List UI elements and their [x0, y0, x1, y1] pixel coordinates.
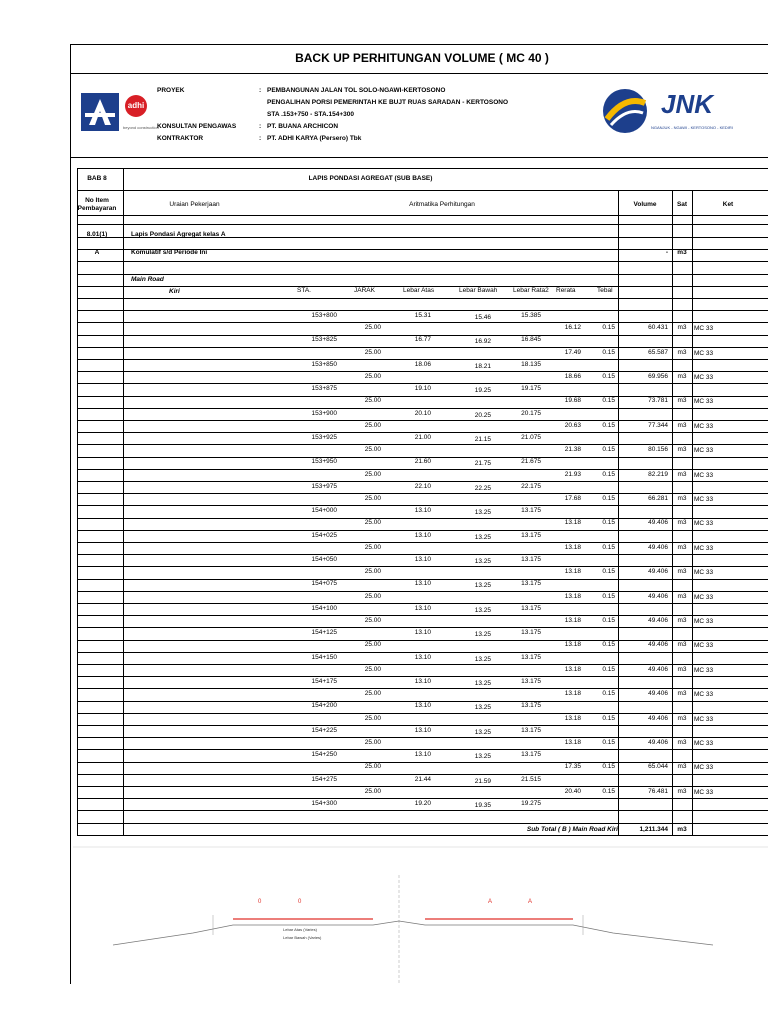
station-value: 154+250 [311, 751, 337, 759]
item-desc: Lapis Pondasi Agregat kelas A [131, 231, 226, 238]
table-rule [77, 298, 768, 299]
rerata-value: 19.68 [564, 397, 581, 405]
tebal-value: 0.15 [602, 617, 615, 624]
lebar-bawah-value: 21.75 [474, 460, 491, 468]
table-rule [77, 168, 78, 835]
ket-value: MC 33 [694, 593, 714, 601]
ket-value: MC 33 [694, 398, 714, 406]
station-value: 154+225 [311, 726, 337, 734]
lebar-bawah-label: Lebar Bawah (Varies) [283, 935, 322, 940]
item-no: 8.01(1) [86, 231, 108, 238]
cross-section-drawing [73, 845, 768, 985]
lebar-bawah-value: 21.59 [474, 777, 491, 785]
colon: : [259, 135, 262, 142]
tebal-value: 0.15 [602, 641, 615, 649]
table-rule [123, 168, 124, 835]
volume-value: 49.406 [648, 543, 668, 551]
lebar-atas-value: 15.31 [414, 312, 431, 319]
rerata-value: 13.18 [564, 714, 581, 722]
lebar-bawah-value: 13.25 [474, 606, 491, 614]
svg-text:0: 0 [298, 899, 302, 905]
volume-value: 49.406 [648, 739, 668, 746]
lebar-rata-value: 19.275 [521, 800, 541, 807]
tebal-value: 0.15 [602, 446, 615, 454]
a-sat: m3 [677, 249, 687, 256]
volume-value: 49.406 [648, 519, 668, 527]
rerata-value: 18.66 [564, 373, 581, 380]
tebal-value: 0.15 [602, 495, 615, 502]
col-ket: Ket [722, 201, 734, 208]
svg-text:A: A [488, 899, 493, 905]
lebar-atas-value: 13.10 [414, 604, 431, 612]
a-volume: - [665, 249, 668, 256]
lebar-rata-value: 22.175 [521, 482, 541, 490]
adhi-tagline: beyond construction [123, 125, 159, 130]
lebar-bawah-value: 13.25 [474, 704, 491, 712]
sat-value: m3 [677, 592, 687, 600]
kontraktor-label: KONTRAKTOR [157, 135, 204, 142]
col-no-item: No Item Pembayaran [77, 197, 117, 212]
sat-value: m3 [677, 470, 687, 478]
volume-value: 76.481 [648, 787, 668, 795]
station-value: 154+050 [311, 556, 337, 563]
ket-value: MC 33 [694, 715, 714, 723]
rerata-value: 21.93 [564, 470, 581, 478]
station-value: 153+825 [311, 336, 337, 344]
jarak-value: 25.00 [364, 787, 381, 795]
sat-value: m3 [677, 568, 687, 576]
col-aritmatika: Aritmatika Perhitungan [409, 201, 475, 208]
tebal-value: 0.15 [602, 739, 615, 746]
station-value: 154+200 [311, 702, 337, 710]
sat-value: m3 [677, 617, 687, 624]
lebar-rata-value: 13.175 [521, 629, 541, 637]
calc-subheader: STA. [297, 287, 311, 294]
station-value: 154+100 [311, 604, 337, 612]
rerata-value: 17.35 [564, 763, 581, 771]
lebar-rata-value: 13.175 [521, 507, 541, 515]
lebar-atas-value: 21.60 [414, 458, 431, 466]
lebar-bawah-value: 18.21 [474, 362, 491, 370]
col-volume: Volume [633, 201, 657, 208]
tebal-value: 0.15 [602, 592, 615, 600]
kiri-label: Kiri [169, 288, 180, 295]
lebar-atas-value: 19.20 [414, 800, 431, 807]
rerata-value: 21.38 [564, 446, 581, 454]
tebal-value: 0.15 [602, 763, 615, 771]
station-value: 153+900 [311, 409, 337, 417]
tebal-value: 0.15 [602, 787, 615, 795]
lebar-bawah-value: 13.25 [474, 728, 491, 736]
ket-value: MC 33 [694, 496, 714, 503]
a-no: A [94, 249, 100, 256]
svg-text:A: A [528, 899, 533, 905]
station-value: 153+950 [311, 458, 337, 466]
volume-value: 49.406 [648, 592, 668, 600]
jarak-value: 25.00 [364, 665, 381, 673]
lebar-bawah-value: 15.46 [474, 314, 491, 321]
volume-value: 69.956 [648, 373, 668, 380]
lebar-bawah-value: 13.25 [474, 509, 491, 517]
lebar-rata-value: 13.175 [521, 531, 541, 539]
tebal-value: 0.15 [602, 543, 615, 551]
ket-value: MC 33 [694, 788, 714, 796]
col-uraian: Uraian Pekerjaan [169, 201, 220, 208]
ket-value: MC 33 [694, 422, 714, 430]
sat-value: m3 [677, 641, 687, 649]
jarak-value: 25.00 [364, 690, 381, 698]
ket-value: MC 33 [694, 569, 714, 577]
lebar-rata-value: 13.175 [521, 702, 541, 710]
rerata-value: 20.63 [564, 421, 581, 429]
calc-subheader: JARAK [354, 287, 375, 294]
volume-value: 49.406 [648, 690, 668, 698]
lebar-rata-value: 16.845 [521, 336, 541, 344]
proyek-line-2: PENGALIHAN PORSI PEMERINTAH KE BUJT RUAS SARADAN - KERTOSONO [267, 99, 508, 106]
table-rule [77, 215, 768, 216]
sat-value: m3 [677, 787, 687, 795]
lebar-rata-value: 13.175 [521, 678, 541, 685]
sat-value: m3 [677, 714, 687, 722]
station-value: 154+000 [311, 507, 337, 515]
volume-value: 49.406 [648, 641, 668, 649]
ket-value: MC 33 [694, 544, 714, 552]
lebar-atas-value: 13.10 [414, 653, 431, 661]
lebar-bawah-value: 13.25 [474, 533, 491, 541]
svg-text:0: 0 [258, 899, 262, 905]
tebal-value: 0.15 [602, 348, 615, 356]
sat-value: m3 [677, 665, 687, 673]
volume-value: 49.406 [648, 568, 668, 576]
station-value: 153+800 [311, 312, 337, 319]
lebar-rata-value: 19.175 [521, 385, 541, 393]
main-road-label: Main Road [131, 276, 164, 283]
sat-value: m3 [677, 543, 687, 551]
proyek-label: PROYEK [157, 87, 185, 94]
calc-subheader: Rerata [556, 287, 576, 294]
sat-value: m3 [677, 397, 687, 405]
calc-subheader: Lebar Atas [403, 287, 435, 294]
rerata-value: 17.68 [564, 495, 581, 502]
bab-label: BAB 8 [87, 175, 107, 182]
lebar-atas-value: 20.10 [414, 409, 431, 417]
volume-value: 80.156 [648, 446, 668, 454]
sat-value: m3 [677, 690, 687, 698]
sat-value: m3 [677, 763, 687, 771]
table-rule [77, 224, 768, 225]
bab-title: LAPIS PONDASI AGREGAT (SUB BASE) [308, 175, 433, 182]
lebar-rata-value: 21.075 [521, 434, 541, 441]
station-value: 153+925 [311, 434, 337, 441]
rerata-value: 20.40 [564, 787, 581, 795]
jarak-value: 25.00 [364, 617, 381, 624]
table-rule [77, 261, 768, 262]
ket-value: MC 33 [694, 374, 714, 381]
lebar-rata-value: 13.175 [521, 726, 541, 734]
jarak-value: 25.00 [364, 519, 381, 527]
ket-value: MC 33 [694, 691, 714, 699]
subtotal-label: Sub Total ( B ) Main Road Kiri [526, 826, 618, 833]
tebal-value: 0.15 [602, 324, 615, 332]
lebar-rata-value: 13.175 [521, 604, 541, 612]
table-rule [77, 835, 768, 836]
backup-sheet [70, 44, 768, 984]
station-value: 153+875 [311, 385, 337, 393]
lebar-atas-value: 13.10 [414, 556, 431, 563]
lebar-rata-value: 13.175 [521, 751, 541, 759]
ket-value: MC 33 [694, 618, 714, 625]
jarak-value: 25.00 [364, 446, 381, 454]
tebal-value: 0.15 [602, 397, 615, 405]
lebar-atas-value: 21.44 [414, 775, 431, 783]
station-value: 153+975 [311, 482, 337, 490]
rerata-value: 17.49 [564, 348, 581, 356]
lebar-bawah-value: 13.25 [474, 680, 491, 687]
rerata-value: 13.18 [564, 665, 581, 673]
tebal-value: 0.15 [602, 519, 615, 527]
adhi-logo: adhi [125, 95, 147, 117]
jnk-logo-text: JNK [661, 89, 714, 119]
station-value: 154+025 [311, 531, 337, 539]
konsultan-label: KONSULTAN PENGAWAS [157, 123, 237, 130]
jarak-value: 25.00 [364, 714, 381, 722]
volume-value: 82.219 [648, 470, 668, 478]
lebar-atas-value: 19.10 [414, 385, 431, 393]
colon: : [259, 87, 262, 94]
ket-value: MC 33 [694, 471, 714, 479]
rerata-value: 13.18 [564, 617, 581, 624]
table-rule [77, 274, 768, 275]
proyek-line-1: PEMBANGUNAN JALAN TOL SOLO-NGAWI-KERTOSONO [267, 87, 446, 94]
a-desc: Komulatif s/d Periode Ini [131, 249, 208, 256]
jarak-value: 25.00 [364, 421, 381, 429]
station-value: 154+075 [311, 580, 337, 588]
jarak-value: 25.00 [364, 324, 381, 332]
tebal-value: 0.15 [602, 714, 615, 722]
rerata-value: 13.18 [564, 543, 581, 551]
lebar-atas-value: 13.10 [414, 751, 431, 759]
station-value: 154+175 [311, 678, 337, 685]
station-value: 154+275 [311, 775, 337, 783]
ket-value: MC 33 [694, 740, 714, 747]
konsultan-value: PT. BUANA ARCHICON [267, 123, 339, 130]
volume-value: 66.281 [648, 495, 668, 502]
table-rule [692, 190, 693, 835]
jarak-value: 25.00 [364, 397, 381, 405]
lebar-atas-value: 13.10 [414, 580, 431, 588]
lebar-atas-value: 13.10 [414, 531, 431, 539]
rerata-value: 16.12 [564, 324, 581, 332]
lebar-atas-value: 13.10 [414, 507, 431, 515]
lebar-atas-value: 18.06 [414, 360, 431, 368]
lebar-rata-value: 15.385 [521, 312, 541, 319]
ket-value: MC 33 [694, 349, 714, 357]
sat-value: m3 [677, 421, 687, 429]
lebar-bawah-value: 13.25 [474, 558, 491, 565]
sat-value: m3 [677, 373, 687, 380]
jarak-value: 25.00 [364, 543, 381, 551]
jarak-value: 25.00 [364, 495, 381, 502]
jarak-value: 25.00 [364, 470, 381, 478]
lebar-atas-value: 21.00 [414, 434, 431, 441]
ket-value: MC 33 [694, 325, 714, 333]
station-value: 154+125 [311, 629, 337, 637]
calc-subheader: Lebar Rata2 [513, 287, 549, 294]
rerata-value: 13.18 [564, 739, 581, 746]
proyek-line-3: STA .153+750 - STA.154+300 [267, 111, 354, 118]
lebar-bawah-value: 13.25 [474, 582, 491, 590]
table-rule [77, 823, 768, 824]
calc-subheader: Lebar Bawah [459, 287, 498, 294]
volume-value: 73.781 [648, 397, 668, 405]
lebar-atas-value: 13.10 [414, 678, 431, 685]
lebar-atas-value: 22.10 [414, 482, 431, 490]
sat-value: m3 [677, 519, 687, 527]
jarak-value: 25.00 [364, 348, 381, 356]
tebal-value: 0.15 [602, 470, 615, 478]
ket-value: MC 33 [694, 520, 714, 528]
lebar-rata-value: 20.175 [521, 409, 541, 417]
ket-value: MC 33 [694, 764, 714, 772]
sat-value: m3 [677, 446, 687, 454]
station-value: 154+300 [311, 800, 337, 807]
tebal-value: 0.15 [602, 373, 615, 380]
jarak-value: 25.00 [364, 739, 381, 746]
lebar-bawah-value: 21.15 [474, 436, 491, 443]
rerata-value: 13.18 [564, 690, 581, 698]
table-rule [77, 190, 768, 191]
ket-value: MC 33 [694, 666, 714, 674]
calc-subheader: Tebal [597, 287, 613, 294]
subtotal-sat: m3 [677, 826, 687, 833]
lebar-bawah-value: 13.25 [474, 655, 491, 663]
ket-value: MC 33 [694, 642, 714, 650]
volume-value: 65.587 [648, 348, 668, 356]
volume-value: 60.431 [648, 324, 668, 332]
sat-value: m3 [677, 495, 687, 502]
rerata-value: 13.18 [564, 568, 581, 576]
lebar-atas-value: 13.10 [414, 629, 431, 637]
ket-value: MC 33 [694, 447, 714, 455]
lebar-bawah-value: 20.25 [474, 411, 491, 419]
jnk-tagline: NGANJUK - NGAWI - KERTOSONO - KEDIRI [651, 125, 733, 130]
volume-value: 49.406 [648, 714, 668, 722]
jarak-value: 25.00 [364, 373, 381, 380]
jarak-value: 25.00 [364, 568, 381, 576]
table-rule [77, 168, 768, 169]
lebar-bawah-value: 22.25 [474, 484, 491, 492]
sat-value: m3 [677, 348, 687, 356]
lebar-bawah-value: 13.25 [474, 631, 491, 639]
tebal-value: 0.15 [602, 568, 615, 576]
lebar-atas-value: 13.10 [414, 702, 431, 710]
tebal-value: 0.15 [602, 690, 615, 698]
tebal-value: 0.15 [602, 421, 615, 429]
tebal-value: 0.15 [602, 665, 615, 673]
rerata-value: 13.18 [564, 519, 581, 527]
lebar-atas-value: 16.77 [414, 336, 431, 344]
rerata-value: 13.18 [564, 592, 581, 600]
lebar-rata-value: 21.675 [521, 458, 541, 466]
col-sat: Sat [676, 201, 688, 208]
volume-value: 49.406 [648, 617, 668, 624]
lebar-rata-value: 13.175 [521, 653, 541, 661]
jarak-value: 25.00 [364, 641, 381, 649]
lebar-rata-value: 13.175 [521, 556, 541, 563]
lebar-atas-value: 13.10 [414, 726, 431, 734]
volume-value: 49.406 [648, 665, 668, 673]
sat-value: m3 [677, 324, 687, 332]
lebar-rata-value: 13.175 [521, 580, 541, 588]
jarak-value: 25.00 [364, 763, 381, 771]
kontraktor-value: PT. ADHI KARYA (Persero) Tbk [267, 135, 362, 142]
lebar-bawah-value: 19.35 [474, 802, 491, 809]
page-title: BACK UP PERHITUNGAN VOLUME ( MC 40 ) [295, 51, 549, 65]
lebar-bawah-value: 16.92 [474, 338, 491, 346]
subtotal-value: 1,211.344 [639, 826, 668, 833]
colon: : [259, 123, 262, 130]
lebar-bawah-value: 19.25 [474, 387, 491, 395]
lebar-rata-value: 21.515 [521, 775, 541, 783]
lebar-bawah-value: 13.25 [474, 753, 491, 761]
jarak-value: 25.00 [364, 592, 381, 600]
lebar-atas-label: Lebar Atas (Varies) [283, 927, 317, 932]
rerata-value: 13.18 [564, 641, 581, 649]
sat-value: m3 [677, 739, 687, 746]
volume-value: 65.044 [648, 763, 668, 771]
table-rule [77, 810, 768, 811]
volume-value: 77.344 [648, 421, 668, 429]
station-value: 154+150 [311, 653, 337, 661]
lebar-rata-value: 18.135 [521, 360, 541, 368]
station-value: 153+850 [311, 360, 337, 368]
